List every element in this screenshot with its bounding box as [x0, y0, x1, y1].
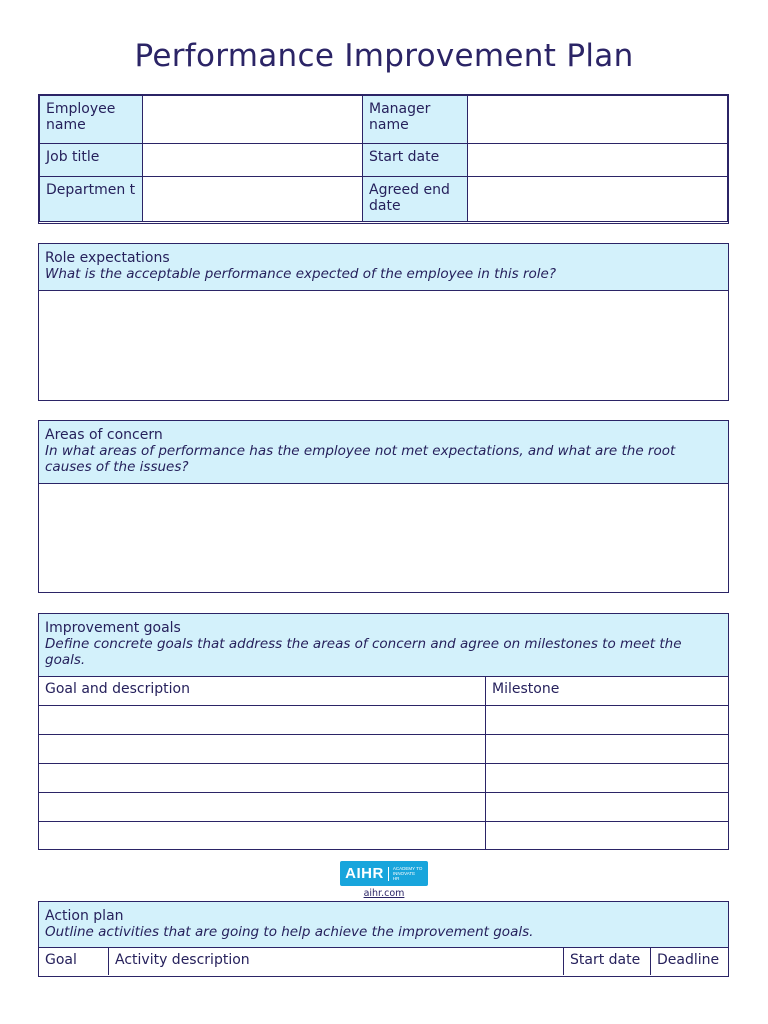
role-expectations-heading: Role expectations [45, 250, 170, 266]
employee-name-label: Employee name [40, 96, 143, 144]
table-row [39, 705, 728, 734]
deadline-header: Deadline [651, 947, 729, 975]
department-label: Departmen t [40, 177, 143, 222]
agreed-end-date-label: Agreed end date [363, 177, 468, 222]
action-plan-heading: Action plan [45, 908, 124, 924]
page-title: Performance Improvement Plan [134, 38, 634, 74]
aihr-logo-text: AIHR [345, 865, 384, 882]
table-row [39, 734, 728, 763]
goal-cell[interactable] [39, 821, 486, 850]
goal-cell[interactable] [39, 763, 486, 792]
areas-of-concern-section [38, 420, 729, 593]
start-date-field[interactable] [468, 144, 728, 177]
table-row [39, 792, 728, 821]
start-date-label: Start date [363, 144, 468, 177]
table-row [39, 821, 728, 850]
milestone-cell[interactable] [486, 821, 729, 850]
areas-of-concern-field[interactable] [39, 484, 728, 591]
manager-name-label: Manager name [363, 96, 468, 144]
table-row [39, 763, 728, 792]
goal-description-header: Goal and description [39, 676, 486, 705]
milestone-cell[interactable] [486, 792, 729, 821]
improvement-goals-section [38, 613, 729, 850]
employee-name-field[interactable] [143, 96, 363, 144]
job-title-label: Job title [40, 144, 143, 177]
areas-of-concern-heading: Areas of concern [45, 427, 163, 443]
role-expectations-prompt: What is the acceptable performance expected of the employee in this role? [45, 266, 557, 282]
aihr-link[interactable]: aihr.com [363, 888, 405, 899]
aihr-logo-tagline: ACADEMY TO INNOVATE HR [392, 866, 423, 881]
logo-divider [388, 867, 389, 881]
milestone-cell[interactable] [486, 734, 729, 763]
aihr-logo-badge [340, 861, 428, 886]
agreed-end-date-field[interactable] [468, 177, 728, 222]
goal-cell[interactable] [39, 705, 486, 734]
areas-of-concern-prompt: In what areas of performance has the employee not met expectations, and what are the root causes of the issues? [45, 443, 676, 475]
role-expectations-field[interactable] [39, 291, 728, 399]
action-plan-prompt: Outline activities that are going to help achieve the improvement goals. [45, 924, 534, 940]
milestone-header: Milestone [486, 676, 729, 705]
manager-name-field[interactable] [468, 96, 728, 144]
improvement-goals-prompt: Define concrete goals that address the areas of concern and agree on milestones to meet the goals. [45, 636, 682, 668]
goal-cell[interactable] [39, 734, 486, 763]
role-expectations-section [38, 243, 729, 401]
milestone-cell[interactable] [486, 763, 729, 792]
aihr-logo [340, 861, 428, 899]
goal-cell[interactable] [39, 792, 486, 821]
employee-info-table [38, 94, 729, 224]
improvement-goals-heading: Improvement goals [45, 620, 181, 636]
action-start-date-header: Start date [564, 947, 651, 975]
job-title-field[interactable] [143, 144, 363, 177]
activity-description-header: Activity description [109, 947, 564, 975]
action-plan-section [38, 901, 729, 977]
department-field[interactable] [143, 177, 363, 222]
milestone-cell[interactable] [486, 705, 729, 734]
action-goal-header: Goal [39, 947, 109, 975]
